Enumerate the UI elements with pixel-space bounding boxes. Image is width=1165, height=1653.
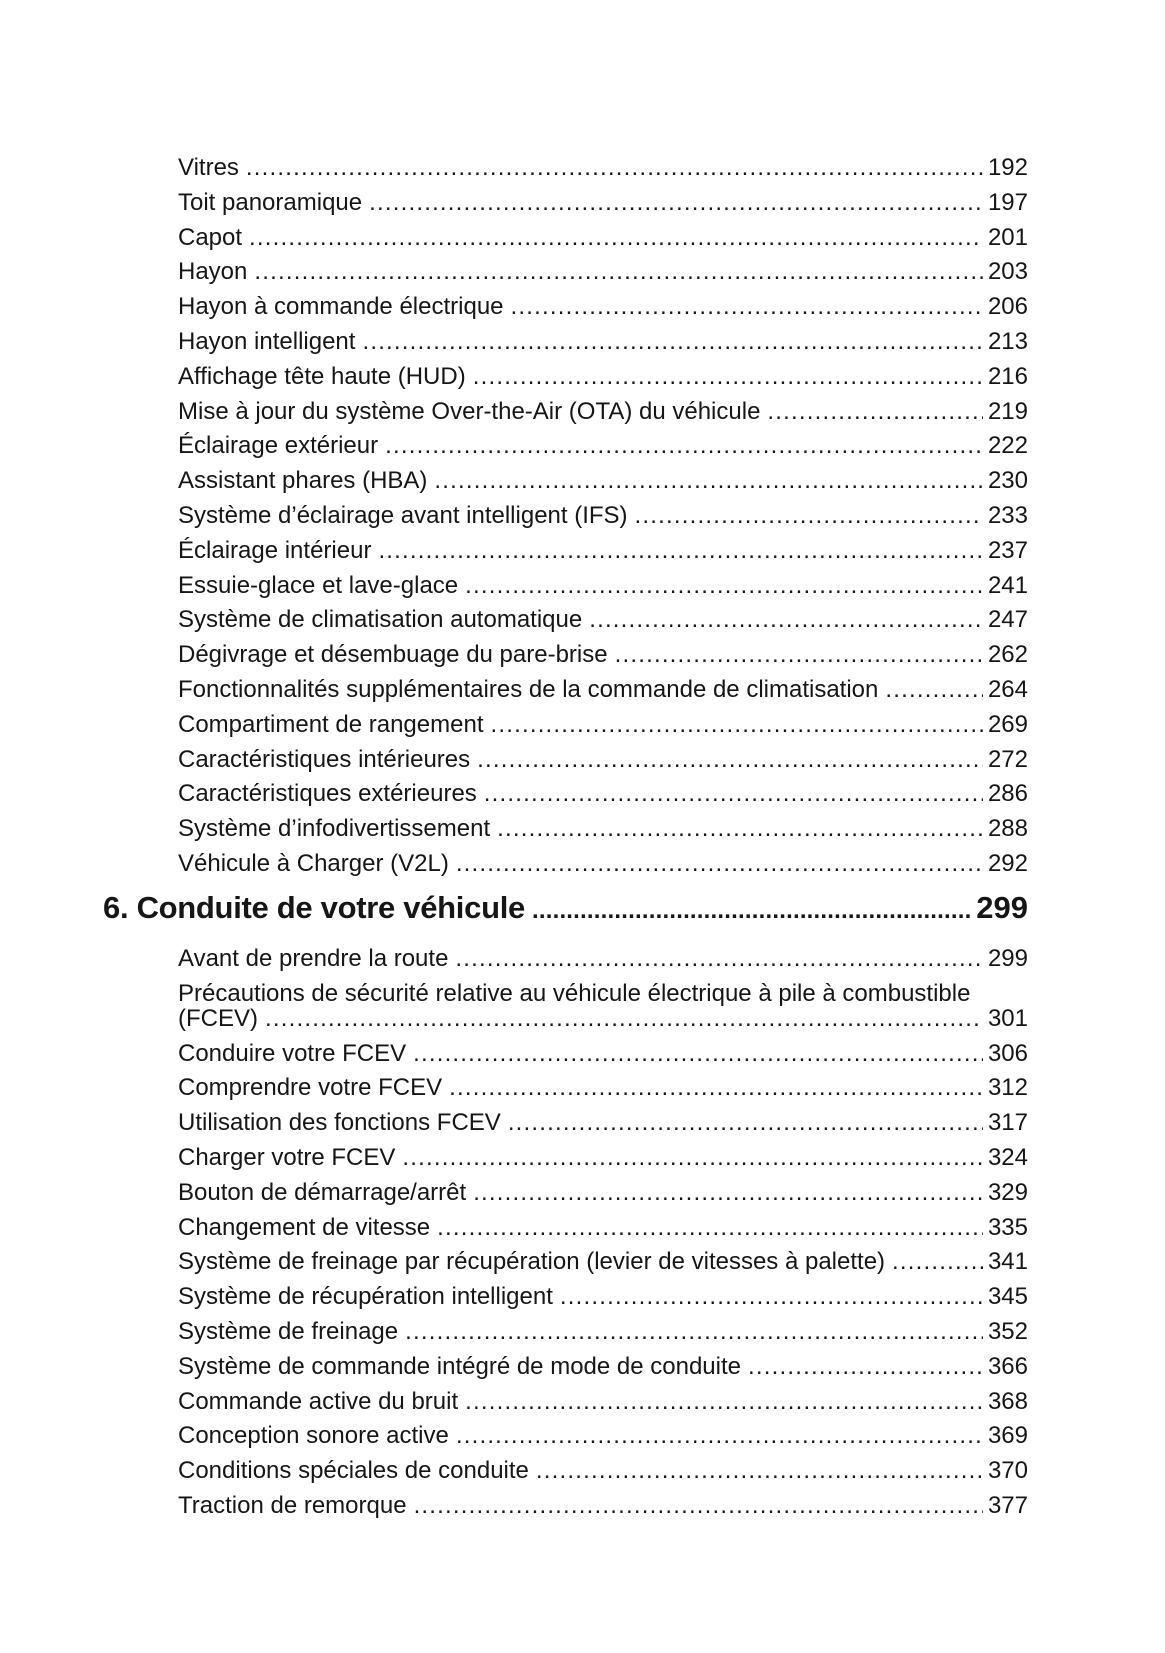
toc-entry-page-number: 213 [987,327,1028,355]
dot-leader [249,225,983,250]
toc-entry-row [178,1075,1028,1100]
toc-entry-label: Conduire votre FCEV [178,1039,407,1067]
dot-leader [589,607,983,632]
toc-entry [178,1180,1028,1205]
toc-entry [178,503,1028,528]
dot-leader [473,1180,983,1205]
toc-entry-row [178,433,1028,458]
toc-entry-page-number: 206 [987,293,1028,321]
toc-entry-page-number: 222 [987,432,1028,460]
toc-entry-page-number: 241 [987,571,1028,599]
toc-entry-row [178,1249,1028,1274]
toc-entry-row [178,712,1028,737]
toc-entry-row [178,1041,1028,1066]
dot-leader [473,364,983,389]
toc-entry-row [178,747,1028,772]
toc-entry [178,1423,1028,1448]
toc-entry [178,294,1028,319]
toc-entry-label: Essuie-glace et lave-glace [178,571,459,599]
toc-entry-label: Hayon à commande électrique [178,293,504,321]
toc-entry [178,677,1028,702]
toc-entry-label: Système d’infodivertissement [178,815,491,843]
toc-entry-label: Conditions spéciales de conduite [178,1457,529,1485]
toc-entry-label: (FCEV) [178,1004,258,1032]
toc-entry-page-number: 192 [987,154,1028,181]
toc-entry-label: Système d’éclairage avant intelligent (IFS) [178,501,628,529]
toc-entry-page-number: 306 [987,1039,1028,1067]
toc-entry [178,1493,1028,1518]
toc-entry-row [178,468,1028,493]
toc-entry-label: Utilisation des fonctions FCEV [178,1109,501,1137]
toc-entry-page-number: 377 [987,1491,1028,1519]
toc-entry-page-number: 216 [987,362,1028,390]
dot-leader [508,1110,983,1135]
toc-entry-row [178,364,1028,389]
toc-entry-page-number: 317 [987,1109,1028,1137]
toc-entry-row [178,1423,1028,1448]
toc-entry [178,1110,1028,1135]
table-of-contents [103,155,1028,1528]
toc-entry-row [178,259,1028,284]
toc-entry-label: Hayon intelligent [178,327,356,355]
toc-entry [178,1458,1028,1483]
toc-entry-row [178,816,1028,841]
dot-leader [892,1249,983,1274]
dot-leader [362,329,983,354]
toc-entry-label: Dégivrage et désembuage du pare-brise [178,641,608,669]
dot-leader [635,503,983,528]
toc-entry-label: Compartiment de rangement [178,710,484,738]
toc-entry-page-number: 197 [987,188,1028,216]
toc-entry-row [178,1215,1028,1240]
dot-leader [254,259,983,284]
dot-leader [413,1041,983,1066]
toc-entry-row [178,190,1028,215]
toc-entry [178,1041,1028,1066]
toc-entry-page-number: 324 [987,1143,1028,1171]
toc-entry-label: Assistant phares (HBA) [178,467,428,495]
toc-entry-row [178,155,1028,180]
dot-leader [455,946,983,971]
toc-entry-label-line1: Précautions de sécurité relative au véhicule électrique à pile à combustible [178,979,971,1007]
toc-entry [178,747,1028,772]
toc-entry-label: Comprendre votre FCEV [178,1074,443,1102]
toc-entry-page-number: 230 [987,467,1028,495]
toc-entry [178,1215,1028,1240]
toc-entry-page-number: 247 [987,606,1028,634]
dot-leader [465,1389,983,1414]
toc-entry-row [178,851,1028,876]
chapter-6-page-number: 299 [976,889,1028,925]
toc-entry-row [178,225,1028,250]
toc-entry-page-number: 292 [987,849,1028,877]
toc-entry-page-number: 366 [987,1352,1028,1380]
dot-leader [456,851,983,876]
toc-entry-label: Éclairage extérieur [178,432,379,460]
chapter-6-heading-row [103,890,1028,929]
toc-entry-label: Caractéristiques extérieures [178,780,477,808]
toc-entry-row [178,1319,1028,1344]
toc-entry [178,399,1028,424]
toc-entry-row [178,399,1028,424]
toc-entry-label: Affichage tête haute (HUD) [178,362,466,390]
toc-entry-row [178,294,1028,319]
toc-entry [178,433,1028,458]
dot-leader [885,677,983,702]
toc-entry-page-number: 370 [987,1457,1028,1485]
toc-entry-row [178,329,1028,354]
toc-entry-page-number: 369 [987,1422,1028,1450]
toc-entry-page-number: 301 [987,1004,1028,1032]
toc-entry [178,538,1028,563]
toc-entry-label: Changement de vitesse [178,1213,431,1241]
toc-entry-page-number: 272 [987,745,1028,773]
toc-entry [178,190,1028,215]
toc-entry-page-number: 368 [987,1387,1028,1415]
toc-entry-label: Système de commande intégré de mode de conduite [178,1352,742,1380]
toc-entry-row [178,573,1028,598]
toc-entry-page-number: 341 [987,1248,1028,1276]
toc-entry-row [178,538,1028,563]
toc-entry-label: Avant de prendre la route [178,944,449,972]
dot-leader [615,642,983,667]
toc-entry-row [178,1284,1028,1309]
toc-entry-row [178,1110,1028,1135]
toc-entry-label: Système de récupération intelligent [178,1283,553,1311]
toc-entry-label: Commande active du bruit [178,1387,459,1415]
chapter-6-title: 6. Conduite de votre véhicule [103,889,525,925]
toc-entry [178,364,1028,389]
toc-entry-label: Caractéristiques intérieures [178,745,471,773]
toc-entry-page-number: 352 [987,1317,1028,1345]
toc-entry [178,607,1028,632]
toc-entry-row [178,1145,1028,1170]
toc-entry-row [178,1389,1028,1414]
dot-leader [378,538,983,563]
toc-entry [178,1284,1028,1309]
toc-entry-row [178,642,1028,667]
dot-leader [434,468,983,493]
toc-entry-page-number: 299 [987,944,1028,972]
toc-entry-row [178,1006,1028,1031]
toc-entry-page-number: 262 [987,641,1028,669]
dot-leader [767,399,983,424]
toc-entry [178,981,1028,1031]
toc-entry-page-number: 269 [987,710,1028,738]
toc-entry [178,329,1028,354]
toc-entry-label: Traction de remorque [178,1491,407,1519]
dot-leader [437,1215,983,1240]
toc-entry-page-number: 335 [987,1213,1028,1241]
toc-entry-page-number: 219 [987,397,1028,425]
toc-entry-row [178,1180,1028,1205]
toc-entry [178,816,1028,841]
toc-entry [178,155,1028,180]
dot-leader [405,1319,983,1344]
toc-entry-page-number: 233 [987,501,1028,529]
dot-leader [385,433,983,458]
toc-entry [178,468,1028,493]
dot-leader [532,893,971,929]
toc-section6-list [103,946,1028,1518]
dot-leader [265,1006,983,1031]
toc-entry-label: Bouton de démarrage/arrêt [178,1178,467,1206]
toc-entry [178,225,1028,250]
toc-entry-page-number: 201 [987,223,1028,251]
toc-entry-label: Système de freinage par récupération (levier de vitesses à palette) [178,1248,886,1276]
dot-leader [536,1458,983,1483]
toc-entry [178,851,1028,876]
toc-entry [178,1075,1028,1100]
dot-leader [477,747,983,772]
toc-entry-page-number: 203 [987,258,1028,286]
toc-entry-row [178,503,1028,528]
toc-entry-page-number: 264 [987,675,1028,703]
toc-entry-page-number: 286 [987,780,1028,808]
toc-entry-page-number: 329 [987,1178,1028,1206]
toc-entry [178,946,1028,971]
toc-entry [178,1354,1028,1379]
dot-leader [748,1354,983,1379]
toc-entry [178,1249,1028,1274]
toc-entry-row [178,677,1028,702]
toc-entry [178,712,1028,737]
toc-entry [178,1145,1028,1170]
toc-entry-label: Toit panoramique [178,188,363,216]
toc-entry [178,642,1028,667]
toc-entry-label: Hayon [178,258,248,286]
dot-leader [560,1284,983,1309]
toc-entry-page-number: 288 [987,815,1028,843]
toc-entry [178,259,1028,284]
toc-entry-label: Véhicule à Charger (V2L) [178,849,449,877]
dot-leader [449,1075,983,1100]
toc-entry-label: Conception sonore active [178,1422,449,1450]
toc-entry-label: Système de freinage [178,1317,399,1345]
toc-entry-row [178,607,1028,632]
toc-entry-label: Fonctionnalités supplémentaires de la commande de climatisation [178,675,879,703]
dot-leader [511,294,983,319]
toc-entry-row [178,946,1028,971]
toc-entry-label: Vitres [178,154,239,181]
toc-entry-row [178,1354,1028,1379]
toc-entry-row [178,1458,1028,1483]
toc-entry-label: Système de climatisation automatique [178,606,583,634]
toc-entry-label: Charger votre FCEV [178,1143,396,1171]
dot-leader [369,190,983,215]
dot-leader [414,1493,983,1518]
toc-entry [178,1389,1028,1414]
toc-entry [178,1319,1028,1344]
toc-entry [178,573,1028,598]
toc-entry-label: Éclairage intérieur [178,536,372,564]
dot-leader [497,816,983,841]
toc-entry-row [178,781,1028,806]
toc-entry-label: Capot [178,223,243,251]
dot-leader [484,781,983,806]
toc-entry-page-number: 237 [987,536,1028,564]
toc-entry-page-number: 345 [987,1283,1028,1311]
toc-entry-label: Mise à jour du système Over-the-Air (OTA) du véhicule [178,397,761,425]
toc-entry-page-number: 312 [987,1074,1028,1102]
toc-entry-row [178,1493,1028,1518]
dot-leader [490,712,982,737]
toc-entry [178,781,1028,806]
toc-section5-list [103,155,1028,876]
dot-leader [402,1145,983,1170]
dot-leader [456,1423,983,1448]
dot-leader [246,155,983,180]
dot-leader [465,573,983,598]
